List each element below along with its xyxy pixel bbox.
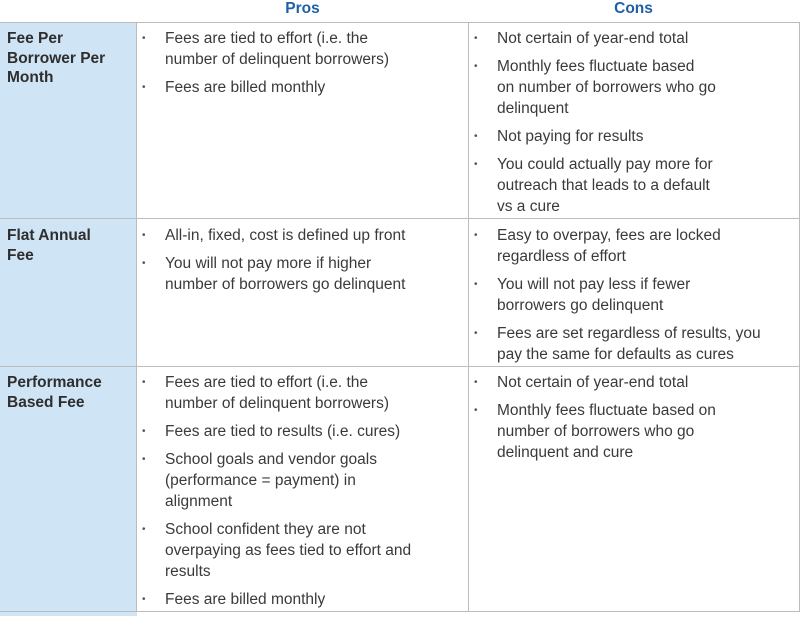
list-item: • Easy to overpay, fees are locked regardless of effort bbox=[469, 225, 799, 267]
list-item: • Fees are billed monthly bbox=[137, 589, 467, 610]
list-item: • All-in, fixed, cost is defined up front bbox=[137, 225, 467, 246]
list-item: • Not certain of year-end total bbox=[469, 372, 799, 393]
list-item: • You will not pay more if higher number of borrowers go delinquent bbox=[137, 253, 467, 295]
row-3-cons-list bbox=[469, 372, 799, 470]
row-label-performance-based-fee: Performance Based Fee bbox=[7, 374, 102, 411]
cons-header: Cons bbox=[614, 0, 653, 17]
row-1-cons-list bbox=[469, 28, 799, 224]
row-2-pros-list bbox=[137, 225, 467, 302]
row-label-column bbox=[0, 22, 137, 616]
list-item: • Fees are billed monthly bbox=[137, 77, 467, 98]
list-item: • Fees are set regardless of results, you pay the same for defaults as cures bbox=[469, 323, 799, 365]
list-item: • Fees are tied to results (i.e. cures) bbox=[137, 421, 467, 442]
list-item: • Not paying for results bbox=[469, 126, 799, 147]
row-label-fee-per-borrower: Fee Per Borrower Per Month bbox=[7, 30, 106, 86]
pros-header: Pros bbox=[285, 0, 320, 17]
row-2-cons-list bbox=[469, 225, 799, 372]
list-item: • Not certain of year-end total bbox=[469, 28, 799, 49]
list-item: • Monthly fees fluctuate based on number of borrowers who go delinquent and cure bbox=[469, 400, 799, 463]
list-item: • Monthly fees fluctuate based on number of borrowers who go delinquent bbox=[469, 56, 799, 119]
row-label-flat-annual-fee: Flat Annual Fee bbox=[7, 227, 91, 264]
list-item: • Fees are tied to effort (i.e. the number of delinquent borrowers) bbox=[137, 372, 467, 414]
list-item: • You could actually pay more for outreach that leads to a default vs a cure bbox=[469, 154, 799, 217]
row-3-pros-list bbox=[137, 372, 467, 617]
list-item: • School goals and vendor goals (performance = payment) in alignment bbox=[137, 449, 467, 512]
header-divider bbox=[0, 22, 800, 23]
list-item: • School confident they are not overpaying as fees tied to effort and results bbox=[137, 519, 467, 582]
list-item: • You will not pay less if fewer borrowers go delinquent bbox=[469, 274, 799, 316]
row-1-pros-list bbox=[137, 28, 467, 105]
list-item: • Fees are tied to effort (i.e. the number of delinquent borrowers) bbox=[137, 28, 467, 70]
